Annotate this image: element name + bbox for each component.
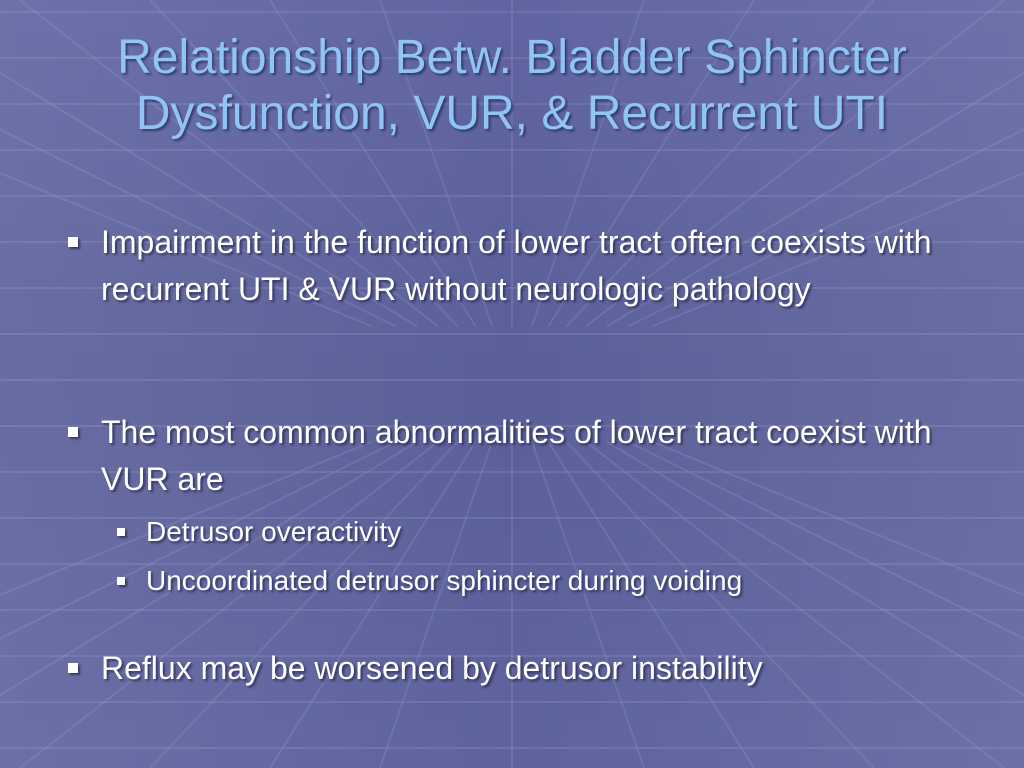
bullet-text-3: Reflux may be worsened by detrusor instability: [101, 650, 763, 686]
square-bullet-icon: [68, 663, 78, 673]
sub-bullet-item-2: [115, 561, 975, 601]
square-bullet-icon: [117, 577, 125, 585]
sub-bullet-item-1: [115, 512, 975, 552]
bullet-text-1: Impairment in the function of lower tract often coexists with recurrent UTI & VUR without neurologic pathology: [101, 224, 932, 307]
bullet-item-2: [64, 409, 964, 503]
bullet-text-2: The most common abnormalities of lower tract coexist with VUR are: [101, 414, 932, 497]
slide-title: [20, 30, 1004, 142]
square-bullet-icon: [68, 237, 78, 247]
sub-bullet-text-1: Detrusor overactivity: [146, 516, 402, 547]
sub-bullet-text-2: Uncoordinated detrusor sphincter during voiding: [146, 565, 743, 596]
square-bullet-icon: [68, 427, 78, 437]
slide-title-line-1: Relationship Betw. Bladder Sphincter: [117, 31, 907, 84]
bullet-item-3: [64, 645, 964, 692]
bullet-item-1: [64, 219, 964, 313]
slide-title-line-2: Dysfunction, VUR, & Recurrent UTI: [135, 87, 889, 140]
square-bullet-icon: [117, 528, 125, 536]
